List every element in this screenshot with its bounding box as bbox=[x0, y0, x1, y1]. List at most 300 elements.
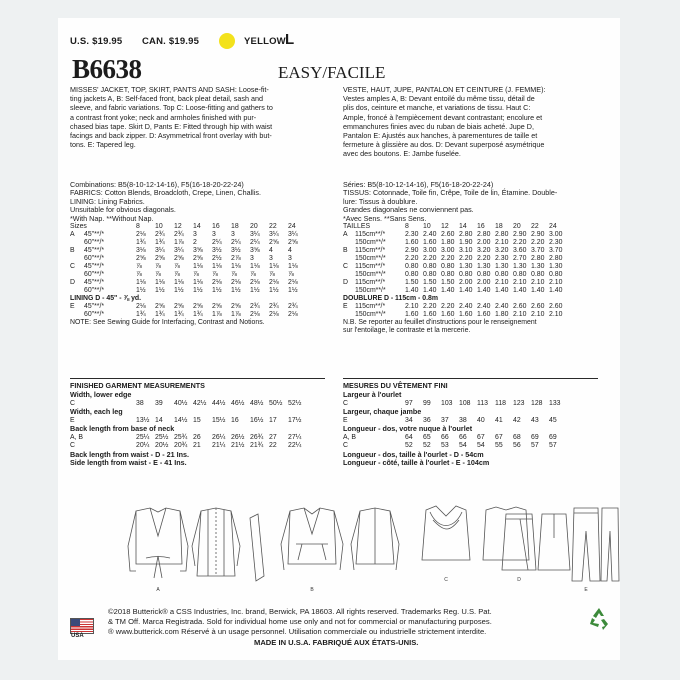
measurement-cell: 108 bbox=[459, 399, 471, 407]
yardage-cell: 0.80 bbox=[549, 271, 563, 278]
yardage-cell: 2.90 bbox=[531, 231, 545, 238]
measurements-title: FINISHED GARMENT MEASUREMENTS bbox=[70, 381, 205, 390]
yardage-cell: 1⅛ bbox=[231, 263, 241, 270]
measurement-cell: 26 bbox=[193, 433, 201, 441]
yardage-cell: 2⅛ bbox=[269, 311, 279, 318]
measurement-cell: 14½ bbox=[174, 416, 188, 424]
yardage-cell: 2⅝ bbox=[136, 255, 146, 262]
view-letter: D bbox=[343, 279, 348, 286]
notions-note: sur l'entoilage, le contraste et la mercerie. bbox=[343, 327, 471, 334]
yardage-cell: 2.10 bbox=[531, 311, 545, 318]
color-label: YELLOW bbox=[244, 36, 286, 47]
yardage-cell: 1½ bbox=[155, 287, 165, 294]
yardage-cell: 3.00 bbox=[423, 247, 437, 254]
yardage-cell: 2.20 bbox=[531, 239, 545, 246]
fabric-width: 150cm**/* bbox=[355, 271, 386, 278]
yardage-cell: 1.40 bbox=[513, 287, 527, 294]
yardage-cell: 0.80 bbox=[495, 271, 509, 278]
english-yardage-table bbox=[70, 223, 340, 383]
measurement-cell: 68 bbox=[513, 433, 521, 441]
yardage-cell: ⅞ bbox=[231, 271, 237, 278]
yardage-cell: 1.40 bbox=[477, 287, 491, 294]
en-info-line: FABRICS: Cotton Blends, Broadcloth, Crepe, Linen, Challis. bbox=[70, 188, 261, 198]
yardage-cell: 3¼ bbox=[155, 247, 165, 254]
view-label-b: B bbox=[310, 587, 314, 593]
yardage-cell: 0.80 bbox=[423, 263, 437, 270]
yardage-cell: 1½ bbox=[269, 287, 279, 294]
view-line-drawings bbox=[58, 486, 620, 596]
yardage-cell: 1⅛ bbox=[174, 279, 184, 286]
yardage-cell: 2¾ bbox=[155, 231, 165, 238]
yardage-cell: 3½ bbox=[212, 247, 222, 254]
measurement-cell: 27 bbox=[269, 433, 277, 441]
fabric-width: 45"**/* bbox=[84, 231, 105, 238]
each-leg-label: Width, each leg bbox=[70, 407, 123, 416]
yardage-cell: 0.80 bbox=[405, 263, 419, 270]
yardage-cell: 3.20 bbox=[477, 247, 491, 254]
measurement-cell: 38 bbox=[459, 416, 467, 424]
measurement-cell: 17½ bbox=[288, 416, 302, 424]
yardage-cell: 1½ bbox=[193, 287, 203, 294]
yardage-cell: 1½ bbox=[212, 287, 222, 294]
yardage-cell: ⅞ bbox=[193, 271, 199, 278]
measurement-cell: 21¼ bbox=[212, 442, 226, 449]
yardage-cell: 1½ bbox=[288, 287, 298, 294]
measurement-cell: 38 bbox=[136, 399, 144, 407]
back-waist-length: Back length from waist - D - 21 Ins. bbox=[70, 449, 190, 459]
yardage-cell: 3 bbox=[250, 255, 254, 262]
english-garment-measurements bbox=[70, 378, 340, 498]
copyright-line-1: ©2018 Butterick® a CSS Industries, Inc. brand, Berwick, PA 18603. All rights reserved. Trademarks Reg. U.S. Pat. bbox=[108, 607, 492, 616]
yardage-cell: 3⅝ bbox=[250, 247, 260, 254]
yardage-cell: 2⅝ bbox=[212, 303, 222, 310]
yardage-cell: ⅞ bbox=[136, 263, 142, 270]
en-desc-line: tons. E: Tapered leg. bbox=[70, 140, 136, 150]
yardage-cell: 3.60 bbox=[513, 247, 527, 254]
yardage-cell: 3 bbox=[269, 255, 273, 262]
measurement-cell: 26¾ bbox=[250, 433, 264, 441]
yardage-cell: 2.80 bbox=[459, 231, 473, 238]
en-desc-line: a contrast front yoke; neck and armholes finished with pur- bbox=[70, 112, 257, 122]
yardage-cell: 2.00 bbox=[459, 279, 473, 286]
size-header: 10 bbox=[423, 223, 431, 230]
measurement-cell: 21¾ bbox=[250, 442, 264, 449]
fabric-width: 150cm**/* bbox=[355, 239, 386, 246]
yardage-cell: 2.20 bbox=[459, 255, 473, 262]
yardage-cell: 2¼ bbox=[231, 239, 241, 246]
yardage-cell: 2⅛ bbox=[288, 279, 298, 286]
measurement-cell: 43 bbox=[531, 416, 539, 424]
size-header: 22 bbox=[531, 223, 539, 230]
yardage-cell: 1.80 bbox=[495, 311, 509, 318]
measurement-cell: 27¼ bbox=[288, 433, 302, 441]
yardage-cell: 2.10 bbox=[405, 303, 419, 310]
yardage-cell: 3⅝ bbox=[193, 247, 203, 254]
measurement-cell: 113 bbox=[477, 399, 488, 407]
yardage-cell: 1.40 bbox=[441, 287, 455, 294]
yardage-cell: 1¾ bbox=[136, 311, 146, 318]
yardage-cell: 2.10 bbox=[549, 311, 563, 318]
yardage-cell: 1⅛ bbox=[155, 279, 165, 286]
yardage-cell: 1¾ bbox=[136, 239, 146, 246]
measurements-title: MESURES DU VÊTEMENT FINI bbox=[343, 381, 448, 390]
measurement-cell: 39 bbox=[155, 399, 163, 407]
fabric-width: 115cm**/* bbox=[355, 263, 386, 270]
fr-info-line: Grandes diagonales ne conviennent pas. bbox=[343, 205, 474, 215]
fabric-width: 150cm**/* bbox=[355, 287, 386, 294]
measurement-cell: 25¼ bbox=[136, 433, 150, 441]
yardage-cell: 0.80 bbox=[477, 271, 491, 278]
yardage-cell: 2.60 bbox=[531, 303, 545, 310]
measurement-cell: 128 bbox=[531, 399, 543, 407]
yardage-cell: 2⅝ bbox=[269, 239, 279, 246]
yardage-cell: 2.60 bbox=[441, 231, 455, 238]
measurement-cell: 69 bbox=[531, 433, 539, 441]
yardage-cell: 2⅝ bbox=[231, 303, 241, 310]
view-letter: E bbox=[70, 303, 75, 310]
measurement-cell: 52 bbox=[423, 442, 431, 449]
yardage-cell: 1.60 bbox=[459, 311, 473, 318]
yardage-cell: 1⅛ bbox=[193, 279, 203, 286]
fabric-width: 45"**/* bbox=[84, 263, 105, 270]
yardage-cell: ⅞ bbox=[136, 271, 142, 278]
yardage-cell: 2⅛ bbox=[136, 303, 146, 310]
measurement-cell: E bbox=[343, 416, 348, 424]
view-label-e: E bbox=[584, 587, 588, 593]
yardage-cell: 2.90 bbox=[513, 231, 527, 238]
size-header: 16 bbox=[212, 223, 220, 230]
measurement-cell: 118 bbox=[495, 399, 506, 407]
yardage-cell: 1.60 bbox=[441, 311, 455, 318]
side-waist-length: Side length from waist - E - 41 Ins. bbox=[70, 458, 187, 467]
yardage-cell: 3 bbox=[193, 231, 197, 238]
yardage-cell: 2.10 bbox=[513, 311, 527, 318]
yardage-cell: 1.30 bbox=[531, 263, 545, 270]
measurement-cell: 56 bbox=[513, 442, 521, 449]
fr-desc-line: VESTE, HAUT, JUPE, PANTALON ET CEINTURE (J. FEMME): bbox=[343, 85, 546, 94]
yardage-cell: 2.10 bbox=[531, 279, 545, 286]
yardage-cell: 4 bbox=[288, 247, 292, 254]
fabric-width: 115cm**/* bbox=[355, 303, 386, 310]
en-desc-line: ting jackets A, B: Self-faced front, back pleat detail, sash and bbox=[70, 94, 263, 104]
size-header: 20 bbox=[250, 223, 258, 230]
fr-desc-line: plis dos, ceinture et manche, et variations de tissu. Haut C: bbox=[343, 103, 531, 113]
yardage-cell: 2⅛ bbox=[231, 279, 241, 286]
measurement-cell: 64 bbox=[405, 433, 413, 441]
measurement-cell: 22¼ bbox=[288, 442, 302, 449]
fabric-width: 60"**/* bbox=[84, 271, 105, 278]
measurement-cell: 67 bbox=[477, 433, 485, 441]
measurement-cell: 50½ bbox=[269, 399, 283, 407]
yardage-cell: 2.30 bbox=[549, 239, 563, 246]
measurement-cell: 37 bbox=[441, 416, 449, 424]
measurement-cell: A, B bbox=[70, 433, 84, 441]
measurement-cell: 52 bbox=[405, 442, 413, 449]
back-length-label: Longueur - dos, votre nuque à l'ourlet bbox=[343, 424, 473, 433]
yardage-cell: 0.80 bbox=[423, 271, 437, 278]
measurement-cell: 20½ bbox=[155, 442, 169, 449]
en-info-line: *With Nap. **Without Nap. bbox=[70, 213, 154, 223]
view-label-a: A bbox=[156, 587, 160, 593]
yardage-cell: 1¾ bbox=[155, 239, 165, 246]
yardage-cell: 2⅛ bbox=[269, 279, 279, 286]
yardage-cell: 2⅝ bbox=[155, 255, 165, 262]
yardage-cell: 2¾ bbox=[288, 303, 298, 310]
fabric-width: 45"**/* bbox=[84, 303, 105, 310]
each-leg-label: Largeur, chaque jambe bbox=[343, 407, 422, 416]
measurement-cell: 103 bbox=[441, 399, 453, 407]
view-label-d: D bbox=[517, 577, 521, 583]
view-letter: C bbox=[70, 263, 75, 270]
pattern-number: B6638 bbox=[72, 54, 142, 84]
difficulty-level: EASY/FACILE bbox=[278, 63, 386, 82]
yardage-cell: 3¼ bbox=[269, 231, 279, 238]
measurement-cell: A, B bbox=[343, 433, 357, 441]
measurement-cell: 36 bbox=[423, 416, 431, 424]
measurement-cell: E bbox=[70, 416, 75, 424]
yardage-cell: 2.20 bbox=[477, 255, 491, 262]
measurement-cell: 133 bbox=[549, 399, 561, 407]
yardage-cell: 1.50 bbox=[441, 279, 455, 286]
measurement-cell: 48½ bbox=[250, 399, 264, 407]
yardage-cell: 1.30 bbox=[459, 263, 473, 270]
yardage-cell: 2 bbox=[193, 239, 197, 246]
measurement-cell: 45 bbox=[549, 416, 557, 424]
sizes-label: TAILLES bbox=[343, 223, 371, 230]
yardage-cell: 2.40 bbox=[459, 303, 473, 310]
size-header: 14 bbox=[193, 223, 201, 230]
canada-price: CAN. $19.95 bbox=[142, 36, 200, 47]
lining-label: LINING D - 45" - ⅞ yd. bbox=[70, 295, 142, 302]
measurement-cell: 42½ bbox=[193, 399, 207, 407]
yardage-cell: 1⅛ bbox=[250, 263, 260, 270]
yardage-cell: ⅞ bbox=[155, 271, 161, 278]
measurement-cell: 57 bbox=[531, 442, 539, 449]
notions-note: N.B. Se reporter au feuillet d'instructions pour le renseignement bbox=[343, 319, 537, 326]
yardage-cell: 1½ bbox=[174, 287, 184, 294]
yardage-cell: 1½ bbox=[136, 287, 146, 294]
measurement-cell: 54 bbox=[477, 442, 485, 449]
yardage-cell: 1¾ bbox=[155, 311, 165, 318]
yardage-cell: 0.80 bbox=[513, 271, 527, 278]
size-header: 20 bbox=[513, 223, 521, 230]
yardage-cell: ⅞ bbox=[288, 271, 294, 278]
yardage-cell: ⅞ bbox=[250, 271, 256, 278]
yardage-cell: 3.00 bbox=[441, 247, 455, 254]
view-d-back-drawing bbox=[538, 514, 570, 570]
usa-flag-icon: USA bbox=[70, 618, 94, 634]
back-waist-length: Longueur - dos, taille à l'ourlet - D - 54cm bbox=[343, 449, 484, 459]
fabric-width: 60"**/* bbox=[84, 287, 105, 294]
yardage-cell: 1⅛ bbox=[288, 263, 298, 270]
yardage-cell: 2¾ bbox=[174, 231, 184, 238]
yardage-cell: 2.20 bbox=[423, 255, 437, 262]
section-divider bbox=[343, 378, 598, 379]
yardage-cell: 3¼ bbox=[174, 247, 184, 254]
yardage-cell: 2¾ bbox=[250, 303, 260, 310]
yardage-cell: 3⅛ bbox=[136, 247, 146, 254]
yardage-cell: 1⅞ bbox=[174, 239, 184, 246]
measurement-cell: 16 bbox=[231, 416, 239, 424]
yardage-cell: 1⅛ bbox=[193, 263, 203, 270]
measurement-cell: 40½ bbox=[174, 399, 188, 407]
yardage-cell: 1.60 bbox=[405, 311, 419, 318]
yardage-cell: 1⅛ bbox=[136, 279, 146, 286]
side-waist-length: Longueur - côté, taille à l'ourlet - E - 104cm bbox=[343, 458, 490, 467]
yardage-cell: 1½ bbox=[250, 287, 260, 294]
view-b-jacket-drawing bbox=[281, 508, 343, 570]
yardage-cell: 2.80 bbox=[549, 255, 563, 262]
measurement-cell: 97 bbox=[405, 399, 413, 407]
en-desc-line: MISSES' JACKET, TOP, SKIRT, PANTS AND SASH: Loose-fit- bbox=[70, 85, 269, 94]
fabric-width: 115cm**/* bbox=[355, 247, 386, 254]
yardage-cell: 2¾ bbox=[269, 303, 279, 310]
lower-edge-label: Largeur à l'ourlet bbox=[343, 390, 402, 399]
yardage-cell: 1.40 bbox=[531, 287, 545, 294]
fr-info-line: Séries: B5(8-10-12-14-16), F5(16-18-20-22-24) bbox=[343, 180, 494, 189]
yardage-cell: 2.20 bbox=[405, 255, 419, 262]
yardage-cell: 2.80 bbox=[477, 231, 491, 238]
measurement-cell: 42 bbox=[513, 416, 521, 424]
yardage-cell: 1.30 bbox=[477, 263, 491, 270]
measurement-cell: 54 bbox=[459, 442, 467, 449]
yardage-cell: 2.30 bbox=[405, 231, 419, 238]
view-a-jacket-drawing bbox=[128, 508, 188, 578]
lower-edge-label: Width, lower edge bbox=[70, 390, 132, 399]
yardage-cell: 1.30 bbox=[513, 263, 527, 270]
yardage-cell: 2.80 bbox=[531, 255, 545, 262]
yardage-cell: 1.80 bbox=[441, 239, 455, 246]
en-desc-line: facings and back zipper. D: Asymmetrical front overlay with but- bbox=[70, 131, 272, 140]
measurement-cell: 17 bbox=[269, 416, 277, 424]
view-letter: B bbox=[343, 247, 348, 254]
fabric-width: 45"**/* bbox=[84, 247, 105, 254]
measurement-cell: 13½ bbox=[136, 416, 150, 424]
view-c-top-drawing bbox=[422, 506, 470, 560]
yardage-cell: 1.30 bbox=[549, 263, 563, 270]
yardage-cell: 2⅛ bbox=[288, 311, 298, 318]
yardage-cell: 1.40 bbox=[459, 287, 473, 294]
view-letter: E bbox=[343, 303, 348, 310]
yardage-cell: 1.60 bbox=[423, 239, 437, 246]
fr-desc-line: avec des boutons. E: Jambe fuselée. bbox=[343, 149, 461, 159]
copyright-line-3: ® www.butterick.com Réservé à un usage personnel. Utilisation commerciale ou industrielle strictement interdite. bbox=[108, 627, 487, 636]
size-header: 12 bbox=[441, 223, 449, 230]
fr-info-line: lure: Tissus à doublure. bbox=[343, 196, 418, 206]
yardage-cell: 2⅛ bbox=[212, 279, 222, 286]
yardage-cell: 3.70 bbox=[549, 247, 563, 254]
measurement-cell: 21 bbox=[193, 442, 201, 449]
yardage-cell: 2.40 bbox=[495, 303, 509, 310]
view-a-sleeve-drawing bbox=[250, 514, 264, 581]
measurement-cell: 26½ bbox=[231, 433, 245, 441]
notions-note: NOTE: See Sewing Guide for Interfacing, Contrast and Notions. bbox=[70, 319, 265, 326]
french-yardage-table bbox=[343, 223, 623, 383]
measurement-cell: C bbox=[343, 442, 348, 449]
yardage-cell: 2.40 bbox=[423, 231, 437, 238]
french-garment-measurements bbox=[343, 378, 623, 498]
size-header: 18 bbox=[231, 223, 239, 230]
yardage-cell: 0.80 bbox=[405, 271, 419, 278]
measurement-cell: 26¼ bbox=[212, 433, 226, 441]
yardage-cell: 1.60 bbox=[423, 311, 437, 318]
measurement-cell: 20¾ bbox=[174, 442, 188, 449]
yardage-cell: 2¼ bbox=[250, 239, 260, 246]
measurement-cell: 53 bbox=[441, 442, 449, 449]
lining-label: DOUBLURE D - 115cm - 0.8m bbox=[343, 295, 438, 302]
yardage-cell: 1⅞ bbox=[231, 311, 241, 318]
view-e-pants-drawing bbox=[572, 508, 600, 581]
measurement-cell: 69 bbox=[549, 433, 557, 441]
yardage-cell: 2⅛ bbox=[250, 311, 260, 318]
section-divider bbox=[70, 378, 325, 379]
yardage-cell: 2.10 bbox=[495, 279, 509, 286]
measurement-cell: 41 bbox=[495, 416, 503, 424]
view-label-c: C bbox=[444, 577, 448, 583]
yardage-cell: ⅞ bbox=[155, 263, 161, 270]
measurement-cell: 16½ bbox=[250, 416, 264, 424]
yardage-cell: 2.10 bbox=[549, 279, 563, 286]
view-e-back-drawing bbox=[601, 508, 619, 581]
yardage-cell: 2.00 bbox=[477, 239, 491, 246]
yardage-cell: 3.00 bbox=[549, 231, 563, 238]
measurement-cell: 55 bbox=[495, 442, 503, 449]
measurement-cell: 14 bbox=[155, 416, 163, 424]
yardage-cell: 2⅛ bbox=[250, 279, 260, 286]
fr-info-line: TISSUS: Cotonnade, Toile fin, Crêpe, Toile de lin, Étamine. Double- bbox=[343, 188, 558, 198]
fr-desc-line: Pantalon E: Ajustés aux hanches, à parementures de taille et bbox=[343, 131, 538, 140]
yardage-cell: 2⅝ bbox=[193, 255, 203, 262]
fabric-width: 45"**/* bbox=[84, 279, 105, 286]
yardage-cell: 2.30 bbox=[495, 255, 509, 262]
view-b-back-drawing bbox=[351, 508, 399, 570]
yardage-cell: 1.50 bbox=[405, 279, 419, 286]
yardage-cell: 1⅞ bbox=[212, 311, 222, 318]
yardage-cell: 1.60 bbox=[477, 311, 491, 318]
yardage-cell: 2.10 bbox=[513, 279, 527, 286]
yellow-dot-icon bbox=[219, 33, 235, 49]
yardage-cell: 1.50 bbox=[423, 279, 437, 286]
fabric-width: 115cm**/* bbox=[355, 231, 386, 238]
measurement-cell: 66 bbox=[441, 433, 449, 441]
en-info-line: Unsuitable for obvious diagonals. bbox=[70, 205, 176, 215]
yardage-cell: 1½ bbox=[231, 287, 241, 294]
yardage-cell: 2¼ bbox=[212, 239, 222, 246]
yardage-cell: 1.60 bbox=[405, 239, 419, 246]
yardage-cell: 2½ bbox=[212, 255, 222, 262]
yardage-cell: ⅞ bbox=[212, 271, 218, 278]
yardage-cell: 2⅞ bbox=[231, 255, 241, 262]
yardage-cell: 2.20 bbox=[513, 239, 527, 246]
measurement-cell: 40 bbox=[477, 416, 485, 424]
recycle-icon bbox=[586, 606, 612, 632]
measurement-cell: 25¾ bbox=[174, 433, 188, 441]
yardage-cell: 3 bbox=[231, 231, 235, 238]
yardage-cell: 1.40 bbox=[405, 287, 419, 294]
yardage-cell: 2.20 bbox=[423, 303, 437, 310]
measurement-cell: 46½ bbox=[231, 399, 245, 407]
measurement-cell: 67 bbox=[495, 433, 503, 441]
measurement-cell: 15 bbox=[193, 416, 201, 424]
us-price: U.S. $19.95 bbox=[70, 36, 123, 47]
fr-desc-line: Ample, froncé à l'empiècement devant contrastant; encolure et bbox=[343, 112, 543, 122]
yardage-cell: 3½ bbox=[231, 247, 241, 254]
yardage-cell: 2⅝ bbox=[193, 303, 203, 310]
yardage-cell: 1.30 bbox=[495, 263, 509, 270]
size-header: 16 bbox=[477, 223, 485, 230]
yardage-cell: 2.70 bbox=[513, 255, 527, 262]
yardage-cell: 2.10 bbox=[495, 239, 509, 246]
